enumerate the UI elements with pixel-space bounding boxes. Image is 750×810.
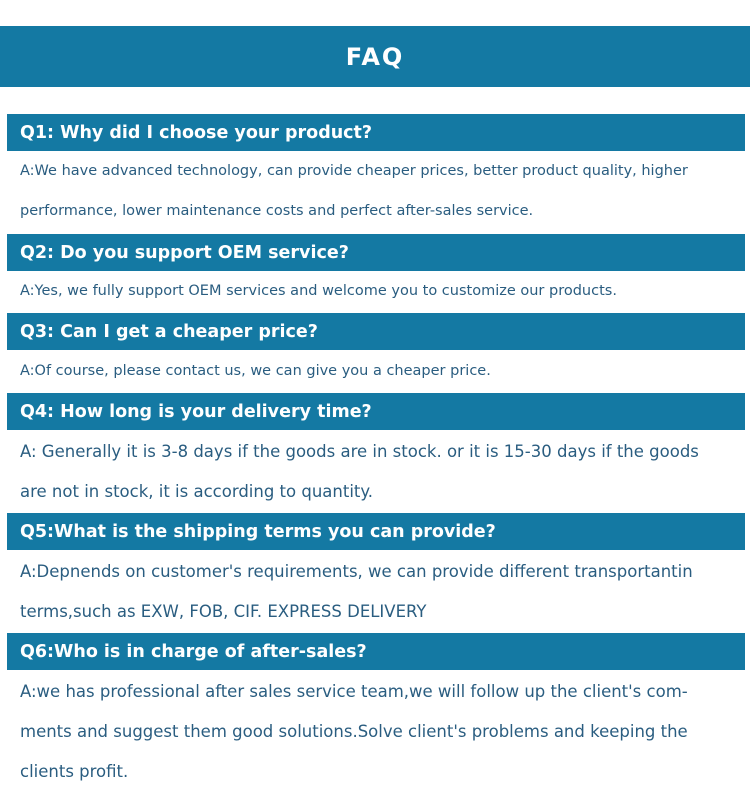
- faq-question-4: Q4: How long is your delivery time?: [20, 401, 372, 422]
- faq-question-3: Q3: Can I get a cheaper price?: [20, 321, 318, 342]
- faq-answer-3-line-1: A:Of course, please contact us, we can give you a cheaper price.: [20, 363, 491, 379]
- faq-answer-5-line-2: terms,such as EXW, FOB, CIF. EXPRESS DELIVERY: [20, 602, 427, 621]
- faq-question-bar-3: [7, 313, 745, 350]
- faq-answer-2: [20, 271, 740, 311]
- faq-question-6: Q6:Who is in charge of after-sales?: [20, 641, 367, 662]
- faq-header: [0, 26, 750, 87]
- faq-question-bar-2: [7, 234, 745, 271]
- faq-answer-2-line-1: A:Yes, we fully support OEM services and welcome you to customize our products.: [20, 283, 617, 299]
- faq-answer-4: [20, 432, 740, 512]
- faq-answer-1-line-2: performance, lower maintenance costs and perfect after-sales service.: [20, 203, 534, 219]
- faq-question-bar-6: [7, 633, 745, 670]
- faq-answer-6-line-3: clients profit.: [20, 762, 129, 781]
- faq-question-2: Q2: Do you support OEM service?: [20, 242, 349, 263]
- faq-answer-4-line-1: A: Generally it is 3-8 days if the goods are in stock. or it is 15-30 days if the goods: [20, 442, 699, 461]
- faq-answer-5-line-1: A:Depnends on customer's requirements, we can provide different transportantin: [20, 562, 693, 581]
- faq-answer-3: [20, 351, 740, 391]
- faq-question-bar-4: [7, 393, 745, 430]
- faq-answer-6-line-1: A:we has professional after sales service team,we will follow up the client's com-: [20, 682, 688, 701]
- faq-question-5: Q5:What is the shipping terms you can provide?: [20, 521, 496, 542]
- faq-question-bar-5: [7, 513, 745, 550]
- faq-answer-5: [20, 552, 740, 632]
- page-title: FAQ: [345, 42, 405, 71]
- faq-answer-4-line-2: are not in stock, it is according to quantity.: [20, 482, 374, 501]
- faq-question-1: Q1: Why did I choose your product?: [20, 122, 373, 143]
- faq-answer-1-line-1: A:We have advanced technology, can provide cheaper prices, better product quality, higher: [20, 163, 688, 179]
- faq-answer-1: [20, 151, 740, 231]
- faq-answer-6: [20, 672, 740, 792]
- faq-answer-6-line-2: ments and suggest them good solutions.Solve client's problems and keeping the: [20, 722, 688, 741]
- faq-question-bar-1: [7, 114, 745, 151]
